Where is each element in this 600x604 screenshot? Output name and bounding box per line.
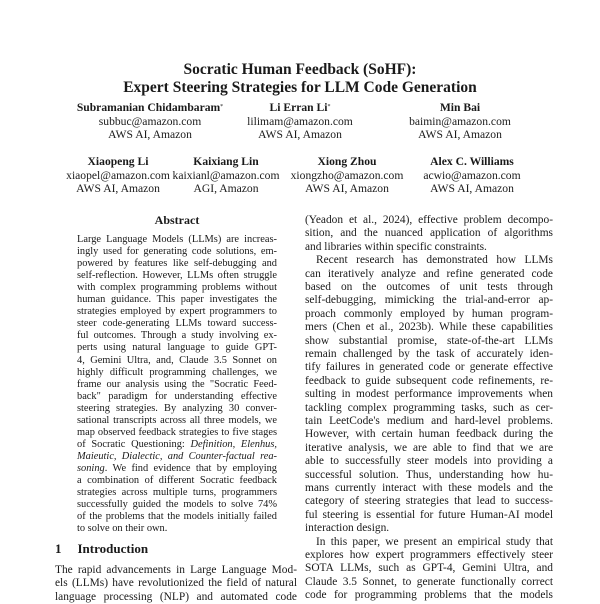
author-name: Alex C. Williams xyxy=(430,155,514,168)
text-line xyxy=(77,451,277,463)
author-affiliation: AGI, Amazon xyxy=(193,182,259,195)
author-name: Subramanian Chidambaram* xyxy=(76,101,224,114)
text-line: 4, Gemini Ultra, and, Claude 3.5 Sonnet on xyxy=(77,354,277,366)
author-block xyxy=(291,155,404,196)
text-span: . We find evidence that by employing xyxy=(104,462,277,474)
text-line: proach commonly employed by human program- xyxy=(305,307,553,320)
author-email[interactable]: xiongzho@amazon.com xyxy=(290,168,404,182)
text-line: iterative analysis, we are able to find that we are xyxy=(305,441,553,454)
author-block xyxy=(66,155,170,196)
text-line: self-reflection. However, LLMs often struggle xyxy=(77,270,277,282)
text-line: sational transcripts across all three models, we xyxy=(77,414,277,426)
text-span: of Socratic Questioning: xyxy=(77,438,191,450)
text-line: explores how expert programmers effectively steer xyxy=(305,549,553,561)
author-email[interactable]: xiaopel@amazon.com xyxy=(66,168,170,182)
text-line: feedback to guide subsequent code refinements, re- xyxy=(305,374,553,387)
text-line: strategies employed by expert programmers to xyxy=(77,306,277,318)
section-title: Introduction xyxy=(77,541,149,556)
text-line: However, with certain human feedback during the xyxy=(305,428,553,441)
author-affiliation: AWS AI, Amazon xyxy=(108,128,192,141)
text-line: sition, and the nuanced application of algorithms xyxy=(305,227,553,240)
author-affiliation: AWS AI, Amazon xyxy=(418,128,502,141)
text-line: show substantial promise, state-of-the-art LLMs xyxy=(305,334,553,347)
text-line: strategies across multiple turns, programmers xyxy=(77,487,277,499)
text-line: category of steering strategies that lead to success- xyxy=(305,495,553,508)
text-line: code for programming problems that the models xyxy=(305,589,553,602)
equal-contribution-mark: * xyxy=(220,104,224,110)
author-name: Xiaopeng Li xyxy=(87,155,149,168)
author-email[interactable]: baimin@amazon.com xyxy=(409,114,511,128)
text-line: mers (Chen et al., 2023b). While these capabilities xyxy=(305,321,553,334)
text-line: ful steering is essential for future Human-AI model xyxy=(305,508,553,521)
text-line: Recent research has demonstrated how LLMs xyxy=(316,254,553,267)
author-name: Li Erran Li* xyxy=(269,101,331,114)
text-line: ingly used for generating code solutions, em- xyxy=(77,246,277,258)
author-email[interactable]: kaixianl@amazon.com xyxy=(172,168,280,182)
author-affiliation: AWS AI, Amazon xyxy=(305,182,389,195)
text-line: remain challenged by the task of accurately iden- xyxy=(305,348,553,360)
text-line: self-debugging, mimicking the trial-and-error ap- xyxy=(305,294,553,307)
author-affiliation: AWS AI, Amazon xyxy=(430,182,514,195)
author-block xyxy=(423,155,520,196)
text-line xyxy=(77,439,277,451)
section-number: 1 xyxy=(55,541,62,556)
text-line: successful solution. Thus, understanding how hu- xyxy=(305,468,553,481)
author-email[interactable]: lilimam@amazon.com xyxy=(247,114,353,128)
text-line: language processing (NLP) and automated code xyxy=(55,590,297,603)
author-block xyxy=(77,101,223,142)
text-line: steer code-generating LLMs toward success- xyxy=(77,318,277,330)
author-block xyxy=(247,101,353,142)
text-line: of the problems that the models initially failed xyxy=(77,511,277,523)
author-name: Xiong Zhou xyxy=(317,155,377,168)
italic-text: Maieutic, Dialectic, and Counter-factual rea- xyxy=(77,450,277,462)
author-name: Min Bai xyxy=(439,101,481,114)
text-line: a combination of different Socratic feedback xyxy=(77,475,277,486)
author-email[interactable]: acwio@amazon.com xyxy=(423,168,521,182)
text-line: human guidance. This paper investigates the xyxy=(77,294,277,306)
text-line: successfully guided the models to solve 74% xyxy=(77,499,277,511)
text-line: powered by features like self-debugging and xyxy=(77,258,277,270)
text-line: tify failures in generated code or generate effective xyxy=(305,361,553,374)
author-affiliation: AWS AI, Amazon xyxy=(76,182,160,195)
italic-text: soning xyxy=(77,462,105,474)
text-line: map observed feedback strategies to five stages xyxy=(77,426,277,438)
author-affiliation: AWS AI, Amazon xyxy=(258,128,342,141)
paper-title-line-2: Expert Steering Strategies for LLM Code Generation xyxy=(123,79,477,96)
text-line: ful outcomes. Through a study involving ex- xyxy=(77,330,277,342)
text-line: In this paper, we present an empirical study that xyxy=(316,535,553,548)
equal-contribution-mark: * xyxy=(327,104,331,110)
text-line: The rapid advancements in Large Language Mod- xyxy=(55,564,297,576)
text-line: tackling complex programming tasks, such as cer- xyxy=(305,401,553,414)
text-line: perts using natural language to guide GPT- xyxy=(77,342,277,354)
text-line: mans currently interact with these models and the xyxy=(305,482,553,494)
text-line: able to successfully steer models into providing a xyxy=(305,455,553,468)
text-line: frame our analysis using the "Socratic Feed- xyxy=(77,378,277,390)
text-line: sulting in modest performance improvements when xyxy=(305,388,553,401)
author-block xyxy=(173,155,280,196)
text-line: can iteratively analyze and refine generated code xyxy=(305,267,553,280)
text-line: back" paradigm for understanding effective xyxy=(77,390,277,402)
italic-text: Definition, Elenhus, xyxy=(190,438,277,450)
text-line: and libraries within specific constraints. xyxy=(305,240,487,253)
introduction-heading xyxy=(55,541,164,557)
text-line: to solve on their own. xyxy=(77,523,168,535)
author-block xyxy=(409,101,511,142)
abstract-heading: Abstract xyxy=(154,213,200,227)
text-line: steering strategies. By analyzing 30 conver- xyxy=(77,402,277,414)
text-line: els (LLMs) have revolutionized the field of natural xyxy=(55,577,297,590)
text-line: interaction design. xyxy=(305,522,390,535)
paper-title-line-1: Socratic Human Feedback (SoHF): xyxy=(183,61,417,78)
text-line: Large Language Models (LLMs) are increas- xyxy=(77,234,277,245)
text-line xyxy=(77,463,277,475)
text-line: tain LeetCode's medium and hard-level problems. xyxy=(305,415,553,427)
text-line: based on the outcomes of unit tests through xyxy=(305,281,553,293)
text-line: with complex programming problems without xyxy=(77,282,277,294)
text-line: SOTA LLMs, such as GPT-4, Gemini Ultra, and xyxy=(305,562,553,575)
text-line: highly difficult programming challenges, we xyxy=(77,366,277,378)
author-email[interactable]: subbuc@amazon.com xyxy=(98,114,202,128)
text-line: (Yeadon et al., 2024), effective problem decompo- xyxy=(305,214,553,226)
author-name: Kaixiang Lin xyxy=(193,155,259,168)
text-line: Claude 3.5 Sonnet, to generate functionally correct xyxy=(305,575,553,588)
